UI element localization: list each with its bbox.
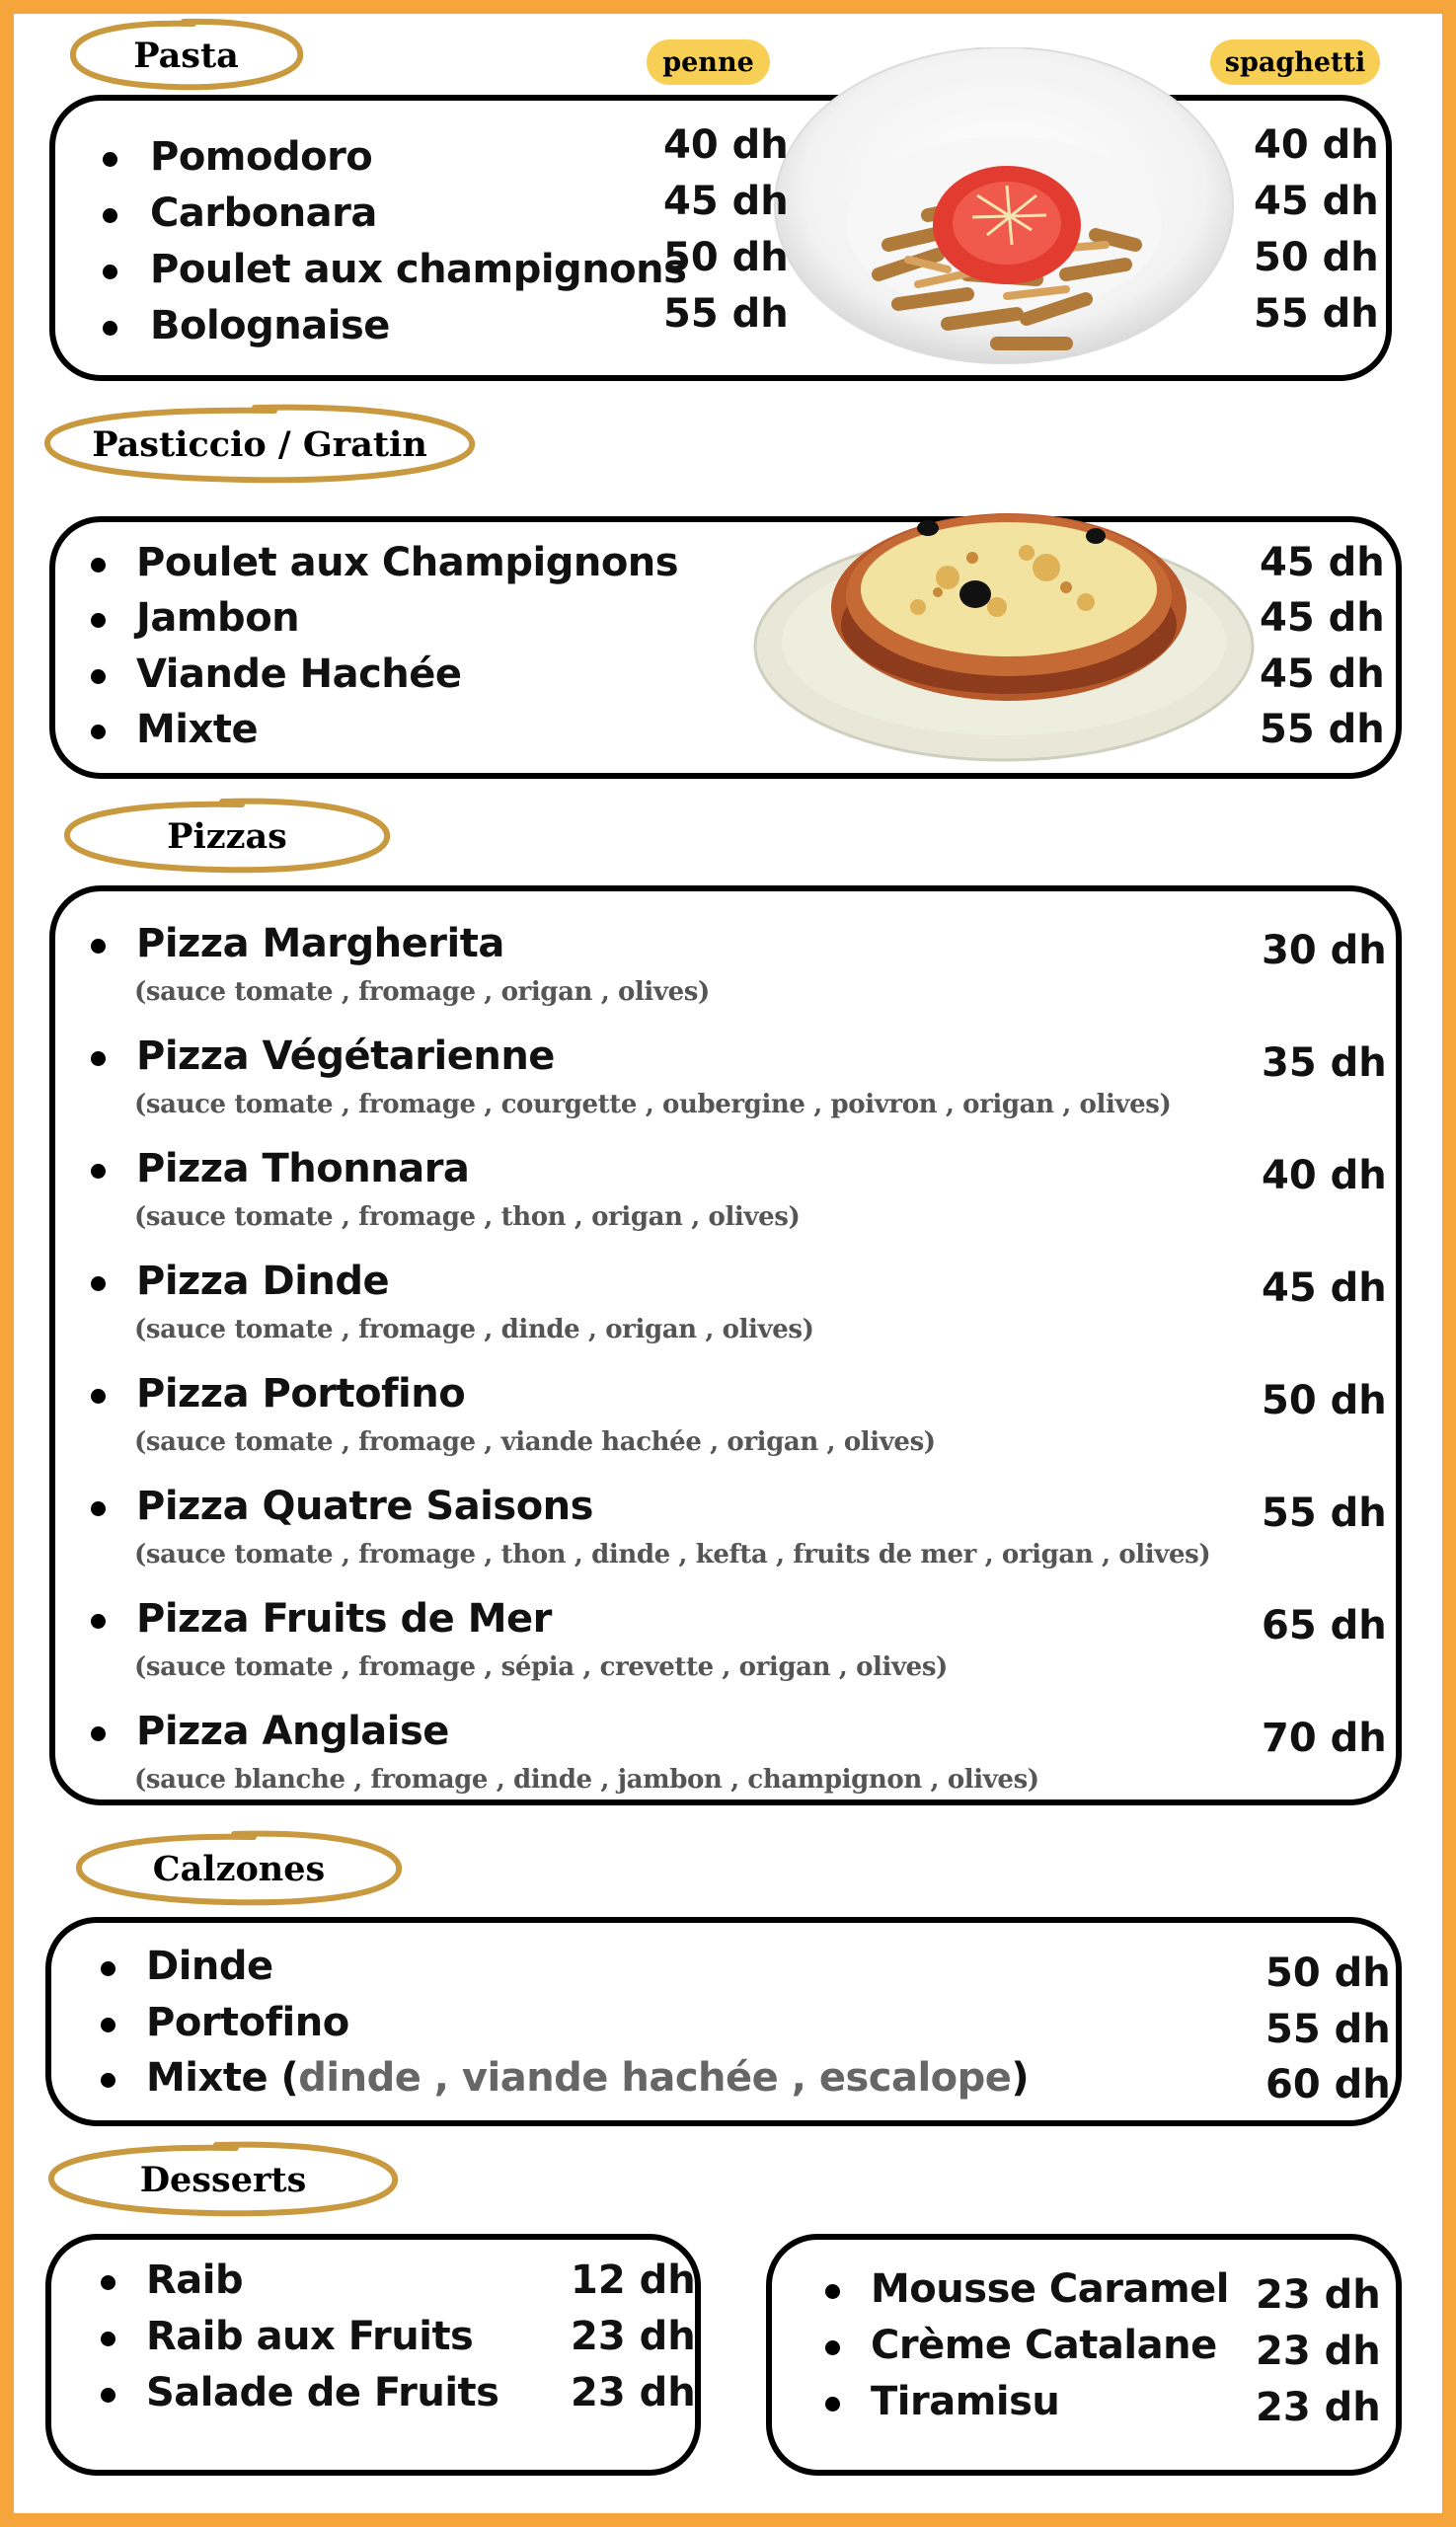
item-name: Pizza Végétarienne — [136, 1034, 555, 1079]
item-description: (sauce tomate , fromage , viande hachée , origan , olives) — [134, 1427, 936, 1457]
item-name: Viande Hachée — [136, 651, 462, 697]
price-spaghetti: 55 dh — [1254, 291, 1379, 337]
item-extra: dinde , viande hachée , escalope — [298, 2055, 1012, 2101]
bullet-icon — [91, 1389, 106, 1404]
item-name: Pizza Margherita — [136, 921, 504, 966]
bullet-icon — [91, 1614, 106, 1629]
section-title-gratin: Pasticcio / Gratin — [38, 403, 482, 486]
bullet-icon — [103, 152, 117, 167]
bullet-icon — [825, 2340, 840, 2355]
price-penne: 50 dh — [663, 235, 789, 280]
item-name — [146, 2055, 1029, 2101]
item-price: 50 dh — [1265, 1951, 1391, 1996]
bullet-icon — [91, 939, 106, 954]
item-name: Pizza Dinde — [136, 1259, 390, 1304]
price-spaghetti: 45 dh — [1254, 179, 1379, 224]
item-name: Pizza Portofino — [136, 1371, 466, 1417]
section-title-pasta: Pasta — [65, 18, 307, 93]
bullet-icon — [101, 1961, 115, 1976]
item-description: (sauce tomate , fromage , courgette , oubergine , poivron , origan , olives) — [134, 1090, 1172, 1119]
bullet-icon — [825, 2397, 840, 2412]
item-name: Poulet aux champignons — [150, 247, 687, 292]
bullet-icon — [101, 2388, 115, 2403]
bullet-icon — [101, 2018, 115, 2032]
item-name: Pizza Anglaise — [136, 1709, 449, 1754]
item-name: Raib — [146, 2258, 244, 2303]
item-price: 45 dh — [1260, 651, 1385, 697]
item-description: (sauce tomate , fromage , dinde , origan , olives) — [134, 1315, 814, 1344]
price-spaghetti: 40 dh — [1254, 122, 1379, 168]
item-name-text: Mixte ( — [146, 2055, 299, 2101]
item-name: Tiramisu — [871, 2379, 1060, 2424]
item-name: Pomodoro — [150, 134, 373, 180]
item-name: Crème Catalane — [871, 2323, 1217, 2368]
item-price: 23 dh — [1256, 2329, 1381, 2374]
item-name: Poulet aux Champignons — [136, 540, 679, 585]
bullet-icon — [91, 725, 106, 739]
gratin-dish-image — [750, 498, 1259, 765]
item-name: Raib aux Fruits — [146, 2314, 474, 2359]
penne-label: penne — [647, 39, 770, 85]
item-name: Bolognaise — [150, 303, 390, 348]
item-name: Mixte — [136, 707, 259, 752]
item-price: 60 dh — [1265, 2062, 1391, 2107]
bullet-icon — [103, 321, 117, 336]
item-price: 55 dh — [1265, 2007, 1391, 2052]
bullet-icon — [91, 613, 106, 628]
bullet-icon — [103, 265, 117, 279]
bullet-icon — [91, 1164, 106, 1179]
pasta-plate-image — [770, 47, 1239, 371]
section-title-pizzas: Pizzas — [59, 797, 395, 876]
bullet-icon — [91, 1051, 106, 1066]
item-name: Mousse Caramel — [871, 2266, 1230, 2312]
item-name: Salade de Fruits — [146, 2370, 499, 2415]
item-name: Portofino — [146, 2000, 349, 2045]
bullet-icon — [91, 669, 106, 684]
item-price: 23 dh — [1256, 2385, 1381, 2430]
item-price: 23 dh — [571, 2370, 696, 2415]
item-name: Pizza Fruits de Mer — [136, 1596, 552, 1642]
item-description: (sauce tomate , fromage , sépia , crevette , origan , olives) — [134, 1652, 948, 1682]
item-name: Carbonara — [150, 191, 377, 236]
item-price: 23 dh — [571, 2314, 696, 2359]
item-name: Dinde — [146, 1944, 273, 1989]
item-description: (sauce tomate , fromage , origan , olives) — [134, 977, 710, 1007]
item-price: 23 dh — [1256, 2272, 1381, 2318]
price-spaghetti: 50 dh — [1254, 235, 1379, 280]
bullet-icon — [101, 2332, 115, 2346]
item-description: (sauce blanche , fromage , dinde , jambon , champignon , olives) — [134, 1765, 1039, 1795]
price-penne: 55 dh — [663, 291, 789, 337]
item-close: ) — [1011, 2055, 1030, 2101]
item-price: 30 dh — [1262, 928, 1387, 973]
bullet-icon — [91, 1501, 106, 1516]
item-description: (sauce tomate , fromage , thon , origan , olives) — [134, 1202, 801, 1232]
item-price: 50 dh — [1262, 1378, 1387, 1423]
bullet-icon — [91, 558, 106, 573]
item-name: Pizza Thonnara — [136, 1146, 470, 1191]
item-price: 45 dh — [1260, 540, 1385, 585]
item-price: 45 dh — [1260, 595, 1385, 641]
item-price: 55 dh — [1260, 707, 1385, 752]
item-price: 70 dh — [1262, 1716, 1387, 1761]
price-penne: 45 dh — [663, 179, 789, 224]
bullet-icon — [103, 208, 117, 223]
section-title-calzones: Calzones — [71, 1829, 407, 1908]
item-name: Pizza Quatre Saisons — [136, 1484, 593, 1529]
item-price: 40 dh — [1262, 1153, 1387, 1198]
bullet-icon — [91, 1276, 106, 1291]
bullet-icon — [91, 1726, 106, 1741]
item-name: Jambon — [136, 595, 300, 641]
item-price: 12 dh — [571, 2258, 696, 2303]
item-price: 35 dh — [1262, 1040, 1387, 1086]
section-title-desserts: Desserts — [43, 2140, 403, 2219]
item-description: (sauce tomate , fromage , thon , dinde , kefta , fruits de mer , origan , olives) — [134, 1540, 1211, 1570]
bullet-icon — [825, 2284, 840, 2299]
bullet-icon — [101, 2073, 115, 2088]
item-price: 55 dh — [1262, 1491, 1387, 1536]
price-penne: 40 dh — [663, 122, 789, 168]
item-price: 45 dh — [1262, 1265, 1387, 1311]
spaghetti-label: spaghetti — [1210, 39, 1380, 85]
item-price: 65 dh — [1262, 1603, 1387, 1648]
bullet-icon — [101, 2275, 115, 2290]
